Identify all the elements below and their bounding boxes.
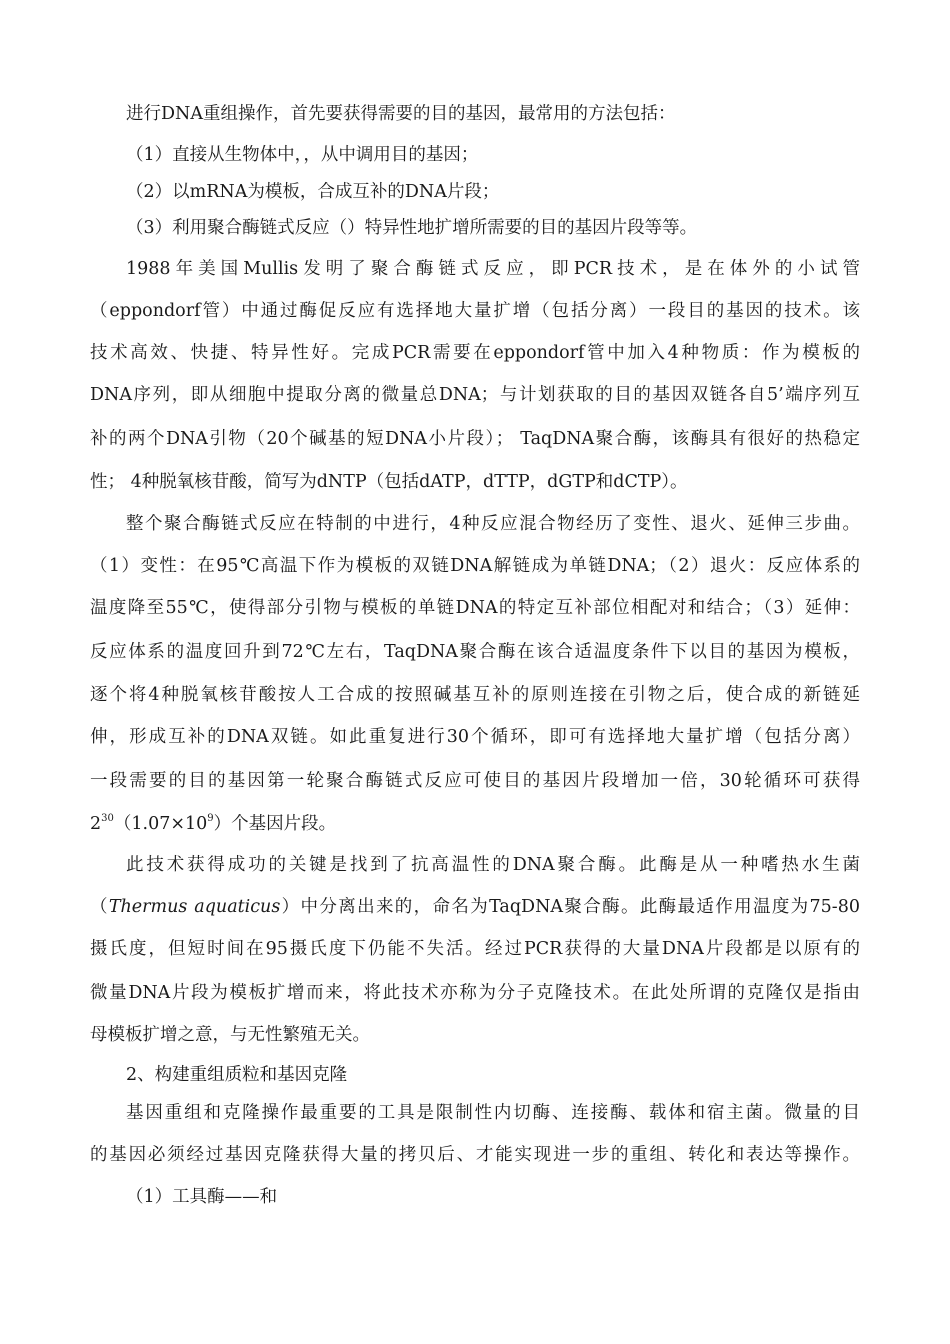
- species-name: Thermus aquaticus: [108, 897, 281, 917]
- text-line: （1）直接从生物体中，，从中调用目的基因；: [126, 145, 479, 165]
- text-line: （1）工具酶——和: [126, 1187, 278, 1207]
- text-line: DNA序列，即从细胞中提取分离的微量总DNA；与计划获取的目的基因双链各自5’端序列互: [90, 385, 860, 405]
- text-line: 基因重组和克隆操作最重要的工具是限制性内切酶、连接酶、载体和宿主菌。微量的目: [126, 1103, 860, 1123]
- text-line-with-italic: [90, 895, 860, 919]
- text-line: 一段需要的目的基因第一轮聚合酶链式反应可使目的基因片段增加一倍，30轮循环可获得: [90, 771, 860, 791]
- text-line: 补的两个DNA引物（20个碱基的短DNA小片段）； TaqDNA聚合酶，该酶具有很好的热稳定: [90, 429, 860, 449]
- text-line: 微量DNA片段为模板扩增而来，将此技术亦称为分子克隆技术。在此处所谓的克隆仅是指由: [90, 983, 860, 1003]
- text-line: 母模板扩增之意，与无性繁殖无关。: [90, 1025, 370, 1045]
- text-line: 温度降至55℃，使得部分引物与模板的单链DNA的特定互补部位相配对和结合；（3）延伸：: [90, 598, 860, 618]
- formula-text: ）个基因片段。: [213, 814, 337, 834]
- text-line: （3）利用聚合酶链式反应（）特异性地扩增所需要的目的基因片段等等。: [126, 218, 698, 238]
- formula-text: （1.07×10: [113, 814, 208, 834]
- text-line: 逐个将4种脱氧核苷酸按人工合成的按照碱基互补的原则连接在引物之后，使合成的新链延: [90, 685, 860, 705]
- text-line: 此技术获得成功的关键是找到了抗高温性的DNA聚合酶。此酶是从一种嗜热水生菌: [126, 855, 860, 875]
- section-heading: 2、构建重组质粒和基因克隆: [126, 1065, 348, 1085]
- text-span: （: [90, 897, 109, 917]
- text-line: 伸，形成互补的DNA双链。如此重复进行30个循环，即可有选择地大量扩增（包括分离）: [90, 727, 860, 747]
- text-line: 摄氏度，但短时间在95摄氏度下仍能不失活。经过PCR获得的大量DNA片段都是以原有的: [90, 939, 860, 959]
- text-line: 整个聚合酶链式反应在特制的中进行，4种反应混合物经历了变性、退火、延伸三步曲。: [126, 514, 860, 534]
- text-line: 反应体系的温度回升到72℃左右，TaqDNA聚合酶在该合适温度条件下以目的基因为模板，: [90, 642, 860, 662]
- text-line: 1988年美国Mullis发明了聚合酶链式反应，即PCR技术，是在体外的小试管: [126, 259, 860, 279]
- text-line: 性； 4种脱氧核苷酸，简写为dNTP（包括dATP，dTTP，dGTP和dCTP）。: [90, 472, 688, 492]
- formula-exponent: 30: [101, 813, 114, 824]
- text-line: 技术高效、快捷、特异性好。完成PCR需要在eppondorf管中加入4种物质：作为模板的: [90, 343, 860, 363]
- formula-exponent: 9: [207, 813, 214, 824]
- text-line: （eppondorf管）中通过酶促反应有选择地大量扩增（包括分离）一段目的基因的技术。该: [90, 301, 860, 321]
- text-line: 的基因必须经过基因克隆获得大量的拷贝后、才能实现进一步的重组、转化和表达等操作。: [90, 1145, 860, 1165]
- text-line: 进行DNA重组操作，首先要获得需要的目的基因，最常用的方法包括：: [126, 104, 676, 124]
- formula-line: [90, 812, 860, 836]
- text-span: ）中分离出来的，命名为TaqDNA聚合酶。此酶最适作用温度为75-80: [280, 897, 860, 917]
- text-line: （2）以mRNA为模板，合成互补的DNA片段；: [126, 182, 500, 202]
- formula-base: 2: [90, 814, 102, 834]
- text-line: （1）变性：在95℃高温下作为模板的双链DNA解链成为单链DNA；（2）退火：反应体系的: [90, 556, 860, 576]
